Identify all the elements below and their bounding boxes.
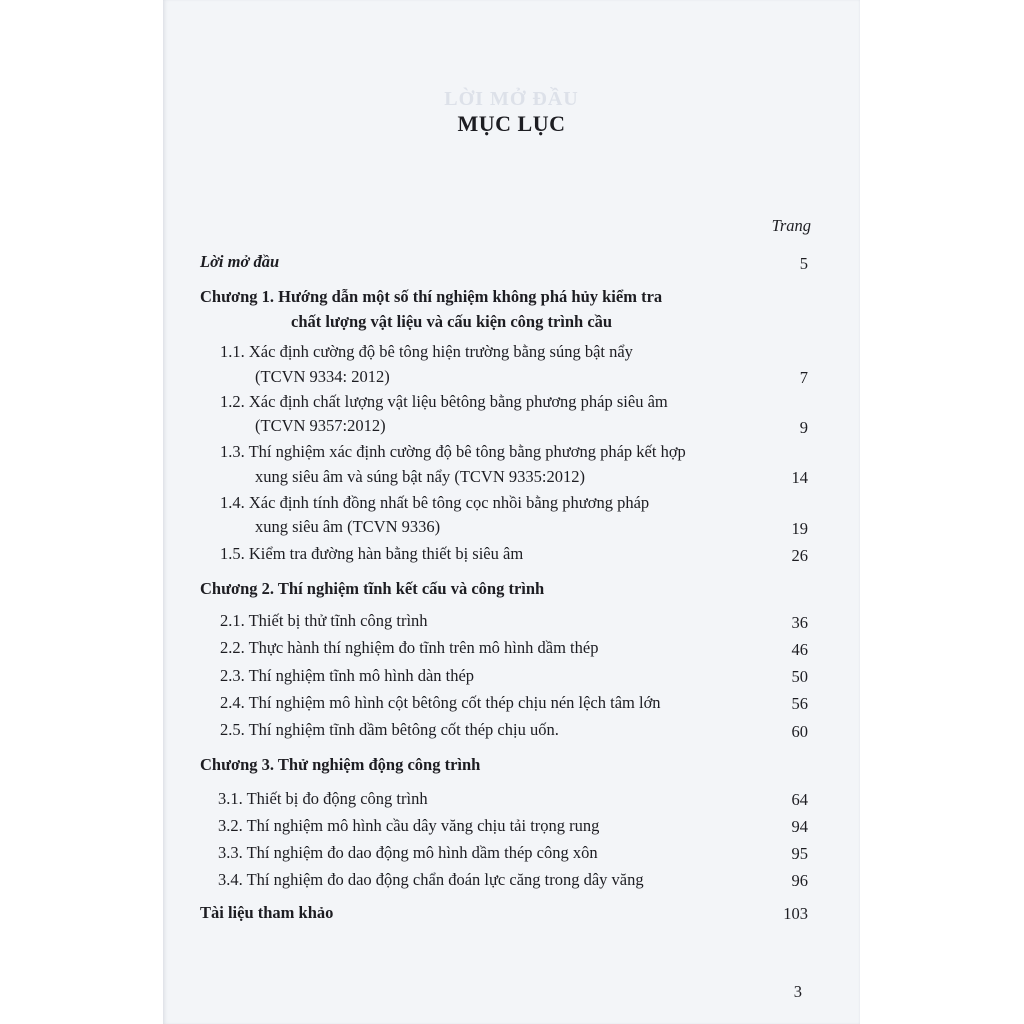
toc-section-1-1: 1.1. Xác định cường độ bê tông hiện trường bằng súng bật nẩy [220,342,633,361]
toc-section-2-3-page: 50 [791,667,808,686]
toc-section-2-5-page: 60 [791,722,808,741]
toc-section-2-2-page: 46 [791,640,808,659]
toc-section-1-1-cont: (TCVN 9334: 2012) [255,367,390,386]
toc-section-1-2: 1.2. Xác định chất lượng vật liệu bêtông bằng phương pháp siêu âm [220,392,668,411]
page-number: 3 [793,982,802,1001]
toc-section-1-3-cont: xung siêu âm và súng bật nẩy (TCVN 9335:2012) [255,467,585,486]
toc-section-3-1: 3.1. Thiết bị đo động công trình [218,789,428,808]
toc-section-1-5-page: 26 [791,546,808,565]
toc-section-2-1: 2.1. Thiết bị thử tĩnh công trình [220,611,428,630]
toc-section-2-1-page: 36 [791,613,808,632]
book-page [163,0,860,1024]
toc-section-3-4-page: 96 [791,871,808,890]
toc-section-1-3: 1.3. Thí nghiệm xác định cường độ bê tông bằng phương pháp kết hợp [220,442,686,461]
toc-section-2-3: 2.3. Thí nghiệm tĩnh mô hình dàn thép [220,666,475,685]
toc-section-1-4-page: 19 [791,519,808,538]
show-through-heading: LỜI MỞ ĐẦU [444,88,579,110]
toc-section-2-2: 2.2. Thực hành thí nghiệm đo tĩnh trên mô hình dầm thép [220,638,599,657]
toc-section-3-2: 3.2. Thí nghiệm mô hình cầu dây văng chịu tải trọng rung [218,816,600,835]
toc-section-3-2-page: 94 [791,817,808,836]
toc-section-3-3: 3.3. Thí nghiệm đo dao động mô hình dầm thép công xôn [218,843,598,862]
page-column-label: Trang [771,216,811,235]
toc-section-3-4: 3.4. Thí nghiệm đo dao động chẩn đoán lực căng trong dây văng [218,870,644,889]
toc-section-2-5: 2.5. Thí nghiệm tĩnh dầm bêtông cốt thép chịu uốn. [220,720,559,739]
page-title: MỤC LỤC [457,111,566,136]
toc-references-page: 103 [783,904,808,923]
toc-section-2-4: 2.4. Thí nghiệm mô hình cột bêtông cốt thép chịu nén lệch tâm lớn [220,693,661,712]
toc-preface-page: 5 [799,254,808,273]
toc-section-1-4-cont: xung siêu âm (TCVN 9336) [255,517,441,536]
toc-section-3-1-page: 64 [791,790,808,809]
toc-section-1-4: 1.4. Xác định tính đồng nhất bê tông cọc nhồi bằng phương pháp [220,493,650,512]
toc-preface-title: Lời mở đầu [200,252,280,271]
toc-chapter-3-title: Chương 3. Thử nghiệm động công trình [200,755,481,774]
toc-section-2-4-page: 56 [791,694,808,713]
toc-section-1-3-page: 14 [791,468,808,487]
toc-section-1-1-page: 7 [799,368,808,387]
toc-section-3-3-page: 95 [791,844,808,863]
toc-references-title: Tài liệu tham khảo [200,903,334,922]
toc-section-1-5: 1.5. Kiểm tra đường hàn bằng thiết bị siêu âm [220,544,524,563]
toc-section-1-2-page: 9 [799,418,808,437]
toc-chapter-1-title-cont: chất lượng vật liệu và cấu kiện công trình cầu [291,312,613,331]
toc-chapter-1-title: Chương 1. Hướng dẫn một số thí nghiệm không phá hủy kiểm tra [200,287,663,306]
toc-chapter-2-title: Chương 2. Thí nghiệm tĩnh kết cấu và công trình [200,579,545,598]
toc-section-1-2-cont: (TCVN 9357:2012) [255,416,386,435]
